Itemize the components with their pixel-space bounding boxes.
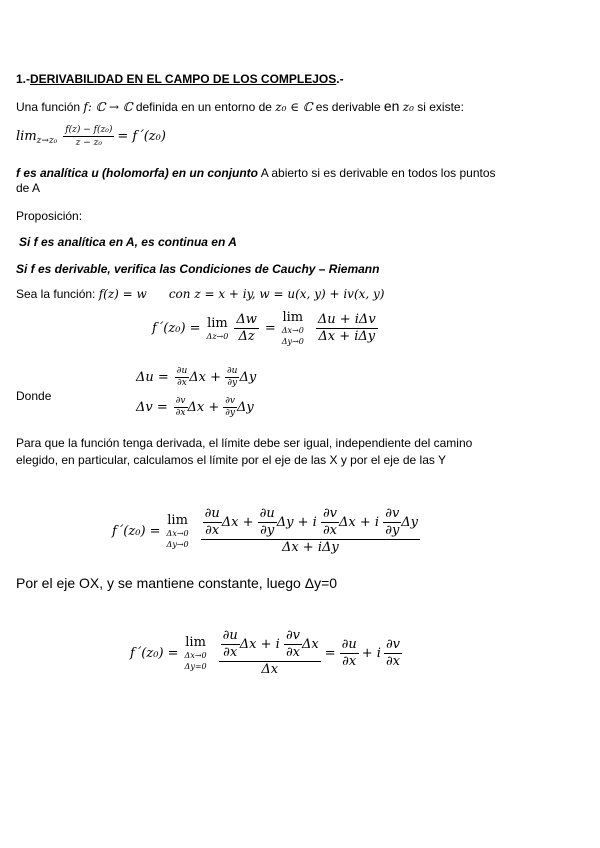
definition-text: es derivable <box>312 100 384 114</box>
numerator: ∂u <box>259 506 275 521</box>
lim-word: lim <box>282 310 304 325</box>
denominator: Δz <box>238 329 255 344</box>
delta-v-equation <box>136 396 254 419</box>
eq3-lim <box>185 635 207 672</box>
denominator: ∂x <box>322 523 338 538</box>
definition-text: si existe: <box>413 100 464 114</box>
analytic-text: A abierto si es derivable en todos los puntos <box>258 166 496 180</box>
partial <box>258 506 277 539</box>
analytic-definition-line2: de A <box>16 181 41 195</box>
derivative-partials-equation <box>112 506 420 556</box>
term: Δx + i <box>239 637 280 652</box>
term: Δx + <box>221 515 254 530</box>
eq3-denominator: Δx <box>261 662 279 677</box>
eq3-numerator <box>219 628 321 662</box>
partial <box>321 506 339 539</box>
eq2-denominator: Δx + iΔy <box>281 540 339 555</box>
partial <box>175 366 189 389</box>
denominator: ∂x <box>385 653 401 669</box>
numerator: ∂v <box>385 506 400 521</box>
denominator: Δx + iΔy <box>318 329 376 344</box>
partial <box>340 637 359 670</box>
numerator: ∂u <box>204 506 220 521</box>
eq1-lim-2 <box>282 310 304 347</box>
lim-subscript: Δz→0 <box>206 331 229 341</box>
lim-subscript: Δx→0 <box>166 528 189 538</box>
section-heading <box>16 72 344 87</box>
analytic-term: f es analítica u (holomorfa) en un conjunto <box>16 166 259 180</box>
denominator: ∂x <box>205 523 220 538</box>
denominator: ∂x <box>177 378 187 388</box>
limit-definition <box>16 124 166 149</box>
proposition-2: Si f es derivable, verifica las Condiciones de Cauchy – Riemann <box>16 262 380 276</box>
function-line-text: Sea la función: <box>16 287 99 301</box>
equals-sign: = <box>324 645 336 661</box>
delta-v-lhs: Δv = <box>136 400 168 415</box>
axis-ox-statement: Por el eje OX, y se mantiene constante, luego Δy=0 <box>16 575 338 591</box>
plus-i: + i <box>361 645 381 661</box>
partial <box>174 396 188 419</box>
proposition-label: Proposición: <box>16 209 83 223</box>
numerator: ∂v <box>285 628 301 643</box>
lim-subscript: Δy→0 <box>281 337 304 346</box>
denominator: ∂x <box>175 408 186 418</box>
eq2-main-fraction <box>201 506 420 556</box>
term: Δx + <box>189 370 221 385</box>
donde-label: Donde <box>16 389 52 403</box>
quotient-denominator: z − z₀ <box>75 138 102 148</box>
numerator: Δw <box>236 312 257 327</box>
numerator: ∂v <box>175 396 186 406</box>
derivative-limit-equation <box>152 310 378 347</box>
term: Δy <box>401 515 419 530</box>
eq2-lim <box>167 513 189 550</box>
partial <box>203 506 222 539</box>
lim-subscript: Δx→0 <box>281 326 304 335</box>
eq3-main-fraction <box>219 628 321 678</box>
numerator: ∂v <box>225 396 236 406</box>
eq1-lim <box>207 316 229 342</box>
numerator: ∂v <box>322 506 338 521</box>
term: Δy <box>239 370 257 385</box>
partial <box>384 637 402 670</box>
denominator: ∂x <box>285 645 300 660</box>
equals-sign: = <box>264 321 276 336</box>
denominator: ∂x <box>342 653 357 669</box>
z0: z₀ <box>402 100 414 114</box>
denominator: ∂y <box>385 523 400 538</box>
analytic-definition <box>16 166 496 181</box>
eq3-lhs: f´(z₀) = <box>130 645 179 661</box>
function-line <box>16 287 385 302</box>
difference-quotient <box>63 124 114 149</box>
denominator: ∂y <box>227 378 238 388</box>
section-suffix: .- <box>336 72 344 86</box>
eq1-lhs: f´(z₀) = <box>152 321 201 336</box>
derivative-ox-equation <box>130 628 402 678</box>
quotient-numerator: f(z) − f(z₀) <box>65 125 113 135</box>
definition-text: definida en un entorno de <box>132 100 276 114</box>
numerator: ∂v <box>385 636 401 652</box>
z-w-decomposition: con z = x + iy, w = u(x, y) + iv(x, y) <box>168 287 385 301</box>
function-signature: f: ℂ → ℂ <box>83 100 133 114</box>
derivative-value: = f´(z₀) <box>117 129 166 144</box>
eq2-numerator <box>201 506 420 540</box>
partial <box>221 628 240 661</box>
paragraph-line-2: elegido, en particular, calculamos el límite por el eje de las X y por el eje de las Y <box>16 453 447 467</box>
section-number: 1.- <box>16 72 31 86</box>
z0-in-c: z₀ ∈ ℂ <box>275 100 313 114</box>
f-equals-w: f(z) = w <box>98 287 147 301</box>
partial <box>383 506 401 539</box>
denominator: ∂y <box>260 523 275 538</box>
denominator: ∂y <box>225 408 236 418</box>
term: Δx + <box>187 400 220 415</box>
partial <box>225 366 239 389</box>
term: Δy + i <box>276 515 317 530</box>
paragraph-line-1: Para que la función tenga derivada, el límite debe ser igual, independiente del camino <box>16 436 473 450</box>
lim-subscript: Δy→0 <box>166 539 189 549</box>
lim-subscript: Δy=0 <box>184 661 207 671</box>
definition-text: Una función <box>16 100 84 114</box>
numerator: ∂u <box>227 366 238 376</box>
definition-text: en <box>383 98 400 114</box>
eq2-lhs: f´(z₀) = <box>112 523 161 539</box>
proposition-1: Si f es analítica en A, es continua en A <box>19 235 237 249</box>
delta-u-lhs: Δu = <box>136 370 169 385</box>
numerator: ∂u <box>341 636 357 652</box>
lim-subscript: z→z₀ <box>36 135 58 146</box>
eq1-quotient-2 <box>316 312 378 345</box>
numerator: ∂u <box>222 628 238 643</box>
lim-word: lim <box>167 512 188 528</box>
partial <box>223 396 237 419</box>
term: Δy <box>237 400 254 415</box>
partial <box>284 628 302 661</box>
term: Δx <box>302 637 319 652</box>
lim-word: lim <box>207 315 228 331</box>
delta-u-equation <box>136 366 256 389</box>
numerator: Δu + iΔv <box>317 312 376 327</box>
section-title: DERIVABILIDAD EN EL CAMPO DE LOS COMPLEJOS <box>30 72 337 86</box>
lim-word: lim <box>185 634 206 650</box>
eq1-quotient-1 <box>234 312 259 345</box>
term: Δx + i <box>339 515 380 530</box>
denominator: ∂x <box>223 645 238 660</box>
lim-subscript: Δx→0 <box>184 650 207 660</box>
definition-line <box>16 99 464 115</box>
lim-word: lim <box>16 129 37 144</box>
numerator: ∂u <box>176 366 188 376</box>
